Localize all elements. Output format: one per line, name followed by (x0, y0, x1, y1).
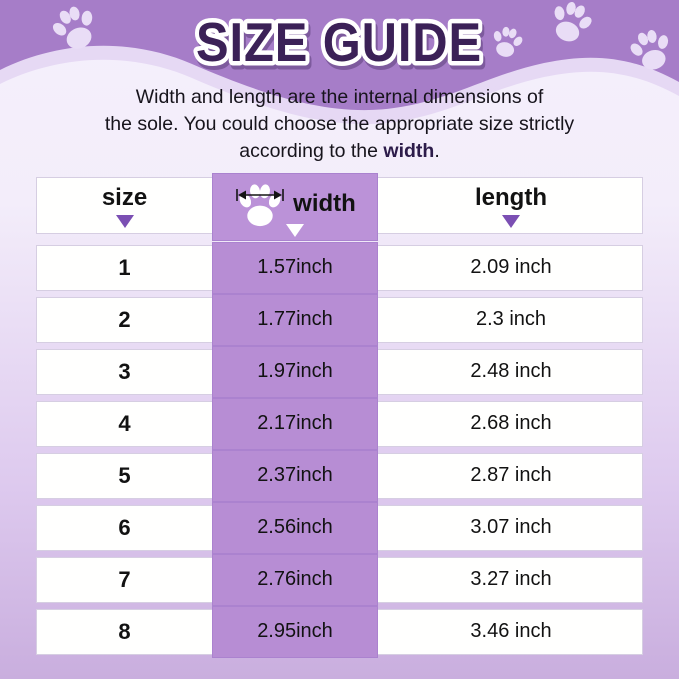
length-cell: 3.27 inch (470, 568, 552, 591)
size-table (36, 177, 643, 661)
description-line: the sole. You could choose the appropriate size strictly (104, 113, 575, 135)
title-banner (0, 0, 679, 80)
table-row (36, 453, 643, 499)
table-row (36, 245, 643, 291)
width-emphasis: width (383, 140, 435, 162)
width-header-label: width (293, 190, 356, 217)
table-row (36, 349, 643, 395)
length-column-header (378, 178, 644, 233)
down-triangle-icon (116, 215, 134, 228)
length-cell: 2.3 inch (475, 308, 547, 331)
size-cell: 3 (118, 358, 131, 384)
table-row (36, 297, 643, 343)
size-column-header (37, 178, 212, 233)
description-line: Width and length are the internal dimensions of (135, 86, 544, 108)
size-cell: 2 (118, 306, 131, 332)
table-row (36, 401, 643, 447)
size-cell: 4 (118, 410, 131, 436)
down-triangle-icon (286, 224, 304, 237)
width-cell: 1.77inch (212, 294, 378, 346)
table-row (36, 609, 643, 655)
length-cell: 2.48 inch (470, 360, 552, 383)
length-cell: 2.68 inch (470, 412, 552, 435)
paw-measure-icon (234, 180, 286, 228)
table-row (36, 505, 643, 551)
size-cell: 5 (118, 462, 131, 488)
page-title: SIZE GUIDE (196, 11, 482, 73)
description-line: according to the width. (239, 140, 440, 162)
width-column-header (212, 173, 378, 241)
table-row (36, 557, 643, 603)
width-cell: 2.95inch (212, 606, 378, 658)
size-cell: 1 (118, 254, 131, 280)
size-cell: 7 (118, 566, 131, 592)
table-body (36, 245, 643, 655)
width-cell: 1.57inch (212, 242, 378, 294)
description-text (0, 84, 679, 165)
size-header-label: size (101, 183, 148, 211)
table-header-row (36, 177, 643, 234)
length-header-label: length (475, 183, 547, 211)
width-cell: 2.76inch (212, 554, 378, 606)
length-cell: 3.07 inch (470, 516, 552, 539)
width-cell: 2.56inch (212, 502, 378, 554)
width-cell: 1.97inch (212, 346, 378, 398)
size-cell: 8 (118, 618, 131, 644)
length-cell: 3.46 inch (470, 620, 552, 643)
down-triangle-icon (502, 215, 520, 228)
length-cell: 2.87 inch (470, 464, 552, 487)
width-cell: 2.17inch (212, 398, 378, 450)
size-cell: 6 (118, 514, 131, 540)
width-cell: 2.37inch (212, 450, 378, 502)
length-cell: 2.09 inch (470, 256, 552, 279)
